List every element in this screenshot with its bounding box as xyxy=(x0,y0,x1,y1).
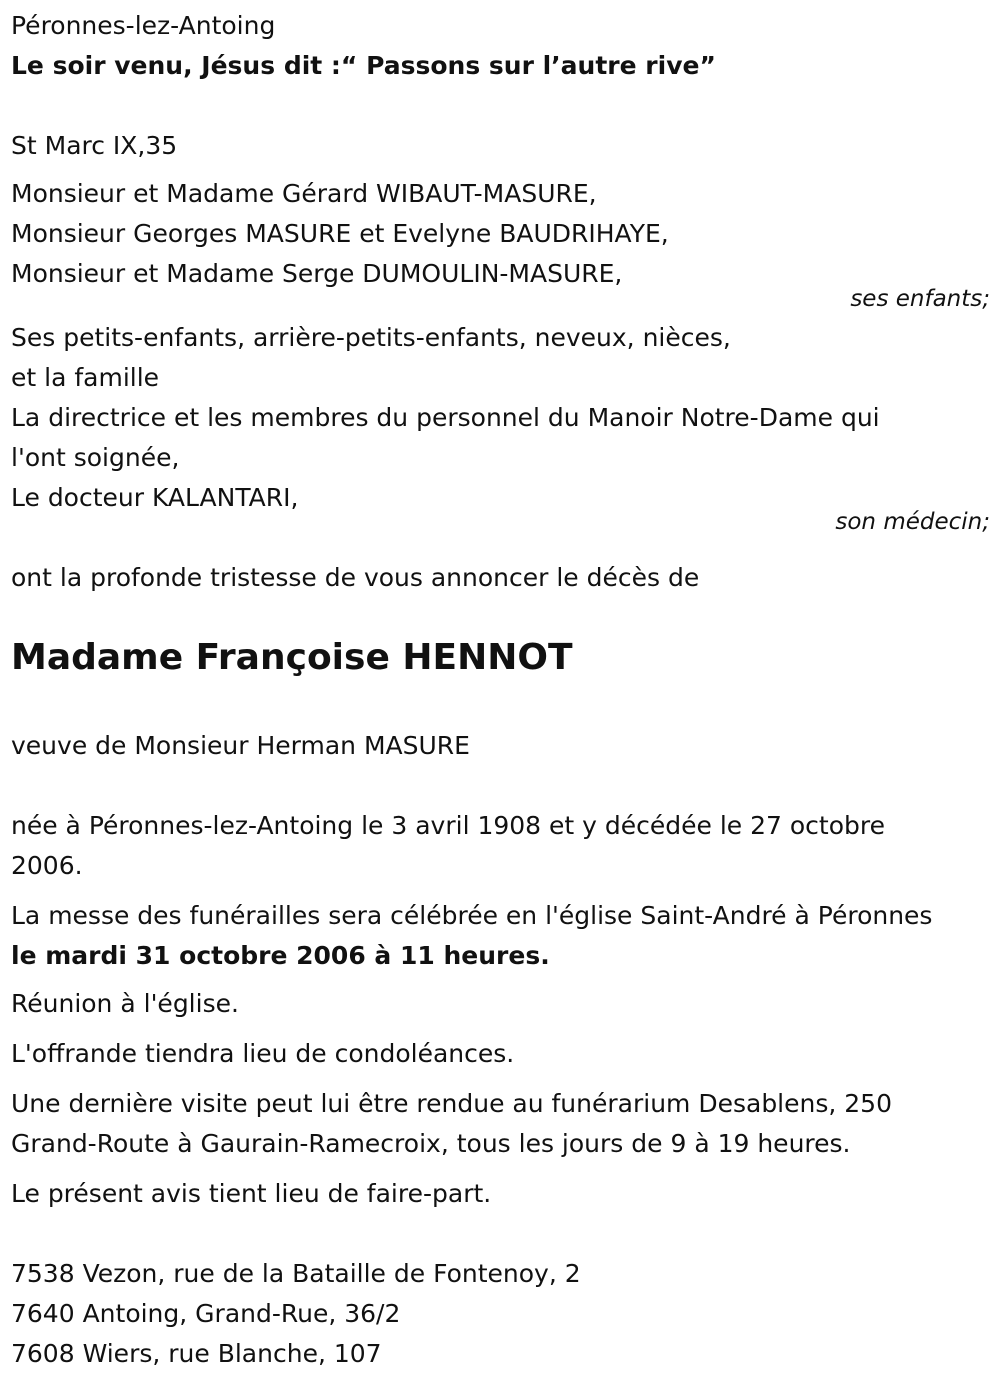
meeting-text: Réunion à l'église. xyxy=(11,989,239,1018)
family-line-4: l'ont soignée, xyxy=(11,443,180,472)
doctor-role: son médecin; xyxy=(835,509,990,535)
notice-text: Le présent avis tient lieu de faire-part. xyxy=(11,1179,492,1208)
bible-reference: St Marc IX,35 xyxy=(11,131,178,160)
widow-of-text: veuve de Monsieur Herman MASURE xyxy=(11,731,470,760)
address-line-2: 7640 Antoing, Grand-Rue, 36/2 xyxy=(11,1299,401,1328)
child-line-1: Monsieur et Madame Gérard WIBAUT-MASURE, xyxy=(11,179,597,208)
family-line-2: et la famille xyxy=(11,363,160,392)
announcement-text: ont la profonde tristesse de vous annoncer le décès de xyxy=(11,563,700,592)
address-line-1: 7538 Vezon, rue de la Bataille de Fontenoy, 2 xyxy=(11,1259,581,1288)
offering-text: L'offrande tiendra lieu de condoléances. xyxy=(11,1039,515,1068)
birth-death-line-1: née à Péronnes-lez-Antoing le 3 avril 1908 et y décédée le 27 octobre xyxy=(11,811,885,840)
address-line-3: 7608 Wiers, rue Blanche, 107 xyxy=(11,1339,382,1368)
birth-death-line-2: 2006. xyxy=(11,851,83,880)
family-line-3: La directrice et les membres du personnel du Manoir Notre-Dame qui xyxy=(11,403,880,432)
family-line-1: Ses petits-enfants, arrière-petits-enfants, neveux, nièces, xyxy=(11,323,731,352)
bible-quote: Le soir venu, Jésus dit :“ Passons sur l’autre rive” xyxy=(11,51,716,80)
visit-line-2: Grand-Route à Gaurain-Ramecroix, tous les jours de 9 à 19 heures. xyxy=(11,1129,851,1158)
family-line-5: Le docteur KALANTARI, xyxy=(11,483,299,512)
children-role: ses enfants; xyxy=(850,286,990,312)
child-line-3: Monsieur et Madame Serge DUMOULIN-MASURE, xyxy=(11,259,623,288)
place-name: Péronnes-lez-Antoing xyxy=(11,11,276,40)
child-line-2: Monsieur Georges MASURE et Evelyne BAUDRIHAYE, xyxy=(11,219,669,248)
deceased-name: Madame Françoise HENNOT xyxy=(11,637,573,678)
funeral-datetime: le mardi 31 octobre 2006 à 11 heures. xyxy=(11,941,550,970)
funeral-mass-text: La messe des funérailles sera célébrée en l'église Saint-André à Péronnes xyxy=(11,901,933,930)
visit-line-1: Une dernière visite peut lui être rendue au funérarium Desablens, 250 xyxy=(11,1089,892,1118)
